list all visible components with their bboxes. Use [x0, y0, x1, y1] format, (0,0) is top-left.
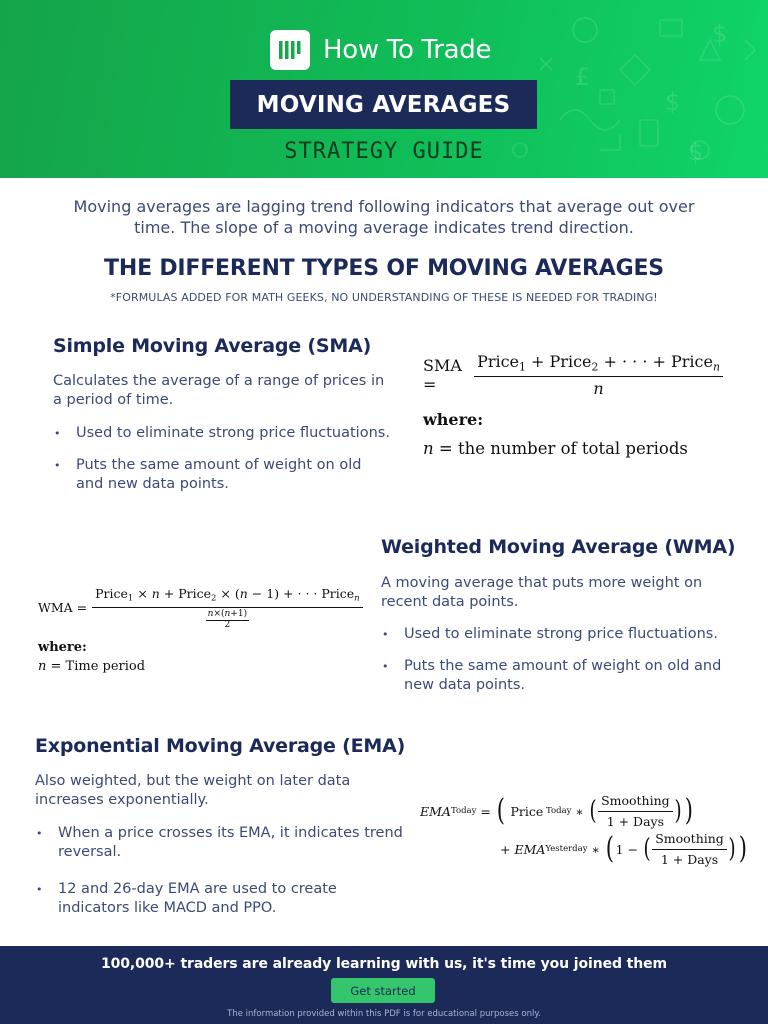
types-section-note: *FORMULAS ADDED FOR MATH GEEKS, NO UNDERSTANDING OF THESE IS NEEDED FOR TRADING! — [110, 291, 658, 304]
wma-heading: Weighted Moving Average (WMA) — [381, 536, 736, 558]
sma-description: Calculates the average of a range of prices in a period of time. — [53, 373, 385, 408]
sma-formula-where: where: — [423, 410, 484, 430]
ema-formula: EMA Today = ( Price Today ∗ ( $\frac{\text{Smoothing}}{\text{1 + Days}}$ ) ) + EMA Yesterday ∗ ( 1 − ( $\frac{\text{Smoothing}}{\text{1 + Days}}$ ) ) — [420, 793, 747, 867]
n-definition-text: the number of total periods — [457, 439, 688, 459]
formula-term: Price — [477, 352, 520, 371]
list-item: • Used to eliminate strong price fluctuations. — [381, 625, 751, 644]
page-subtitle: STRATEGY GUIDE — [284, 139, 484, 164]
sma-formula-label: SMA = — [423, 356, 462, 395]
footer — [0, 946, 768, 1024]
sma-formula-n-definition: n = the number of total periods — [423, 439, 688, 459]
list-item: • When a price crosses its EMA, it indicates trend reversal. — [35, 824, 405, 862]
wma-formula: WMA = Price$_1$ × n + Price$_2$ × (n − 1) + · · · Price$_n$ n×(n+1) 2 where: n = Time period — [38, 586, 368, 674]
sma-bullet-list — [53, 424, 393, 507]
list-item: • Puts the same amount of weight on old and new data points. — [381, 657, 751, 695]
formula-term: Price — [671, 352, 713, 371]
brand-logo-icon — [270, 30, 310, 70]
footer-cta-text: 100,000+ traders are already learning with us, it's time you joined them — [100, 956, 668, 972]
wma-formula-n-definition: n = Time period — [38, 658, 146, 674]
types-section-title: THE DIFFERENT TYPES OF MOVING AVERAGES — [104, 256, 664, 281]
sma-heading: Simple Moving Average (SMA) — [53, 335, 372, 357]
ema-heading: Exponential Moving Average (EMA) — [35, 735, 406, 757]
wma-formula-where: where: — [38, 639, 87, 655]
ema-bullet-list — [35, 824, 405, 931]
brand[interactable] — [270, 30, 491, 70]
page-title: MOVING AVERAGES — [230, 80, 537, 129]
ema-smoothing-2: Smoothing — [652, 831, 727, 850]
ema-description: Also weighted, but the weight on later data increases exponentially. — [35, 773, 351, 808]
svg-text:£: £ — [575, 63, 591, 91]
brand-name: How To Trade — [323, 35, 492, 65]
ema-days-2: 1 + Days — [660, 852, 719, 867]
sma-formula: SMA = $\frac{Price_1 + Price_2 + \cdot \cdot \cdot + Price_n}{n}$ where: n = the number of total periods — [423, 352, 723, 458]
footer-disclaimer: The information provided within this PDF is for educational purposes only. — [227, 1009, 541, 1019]
header-banner — [0, 0, 768, 178]
wma-bullet-list — [381, 625, 751, 708]
formula-term: Price — [549, 352, 592, 371]
svg-text:$: $ — [688, 138, 704, 166]
n-definition-text: Time period — [65, 658, 146, 674]
svg-text:$: $ — [665, 88, 681, 116]
svg-text:$: $ — [712, 20, 728, 48]
list-item: • Used to eliminate strong price fluctuations. — [53, 424, 393, 443]
ema-smoothing-1: Smoothing — [598, 793, 673, 812]
list-item: • 12 and 26-day EMA are used to create indicators like MACD and PPO. — [35, 880, 405, 918]
ema-days-1: 1 + Days — [606, 814, 665, 829]
wma-description: A moving average that puts more weight on recent data points. — [381, 575, 703, 610]
list-item: • Puts the same amount of weight on old and new data points. — [53, 456, 393, 494]
sma-formula-denominator: n — [593, 379, 604, 399]
intro-text: Moving averages are lagging trend following indicators that average out over time. The slope of a moving average indicates trend direction. — [73, 197, 695, 237]
get-started-button[interactable]: Get started — [331, 978, 435, 1003]
wma-formula-label: WMA = — [38, 600, 88, 616]
